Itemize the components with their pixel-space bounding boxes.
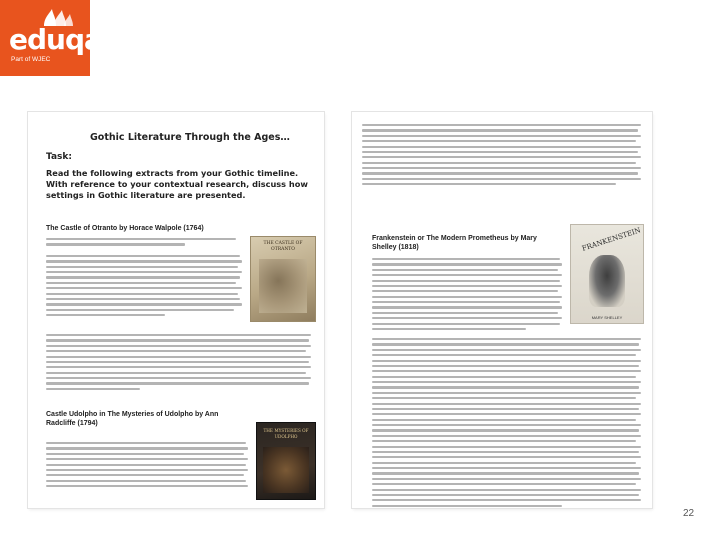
frankenstein-heading: Frankenstein or The Modern Prometheus by Mary Shelley (1818) (372, 235, 537, 251)
cover-illustration (263, 447, 309, 493)
right-document-page (352, 112, 652, 508)
udolpho-heading: Castle Udolpho in The Mysteries of Udolpho by Ann Radcliffe (1794) (46, 411, 219, 427)
brand-tagline: Part of WJEC (11, 56, 51, 63)
cover-illustration (589, 255, 625, 307)
frankenstein-cover-author: MARY SHELLEY (591, 315, 623, 320)
left-document-page (28, 112, 324, 508)
otranto-book-cover (250, 236, 316, 322)
udolpho-extract-continued (362, 124, 644, 189)
task-text: Read the following extracts from your Gothic timeline. With reference to your contextual research, discuss how settings in Gothic literature are presented. (46, 168, 308, 200)
slide-page-number: 22 (683, 508, 695, 519)
frankenstein-extract-part1 (372, 258, 564, 333)
cover-illustration (259, 259, 307, 313)
frankenstein-extract-part2 (372, 338, 644, 508)
otranto-extract-part2 (46, 334, 314, 393)
udolpho-book-cover (256, 422, 316, 500)
brand-name: eduqas (9, 23, 118, 56)
udolpho-cover-title: THE MYSTERIES OF UDOLPHO (263, 428, 309, 439)
eduqas-logo (0, 0, 118, 76)
frankenstein-book-cover (570, 224, 644, 324)
otranto-heading: The Castle of Otranto by Horace Walpole (1764) (46, 225, 204, 232)
otranto-extract-part1 (46, 238, 244, 319)
otranto-cover-title: THE CASTLE OF OTRANTO (263, 241, 303, 252)
header (0, 0, 720, 92)
task-label: Task: (46, 152, 72, 162)
udolpho-extract (46, 442, 250, 490)
page-title: Gothic Literature Through the Ages… (90, 132, 290, 143)
frankenstein-cover-title: FRANKENSTEIN (581, 226, 642, 253)
